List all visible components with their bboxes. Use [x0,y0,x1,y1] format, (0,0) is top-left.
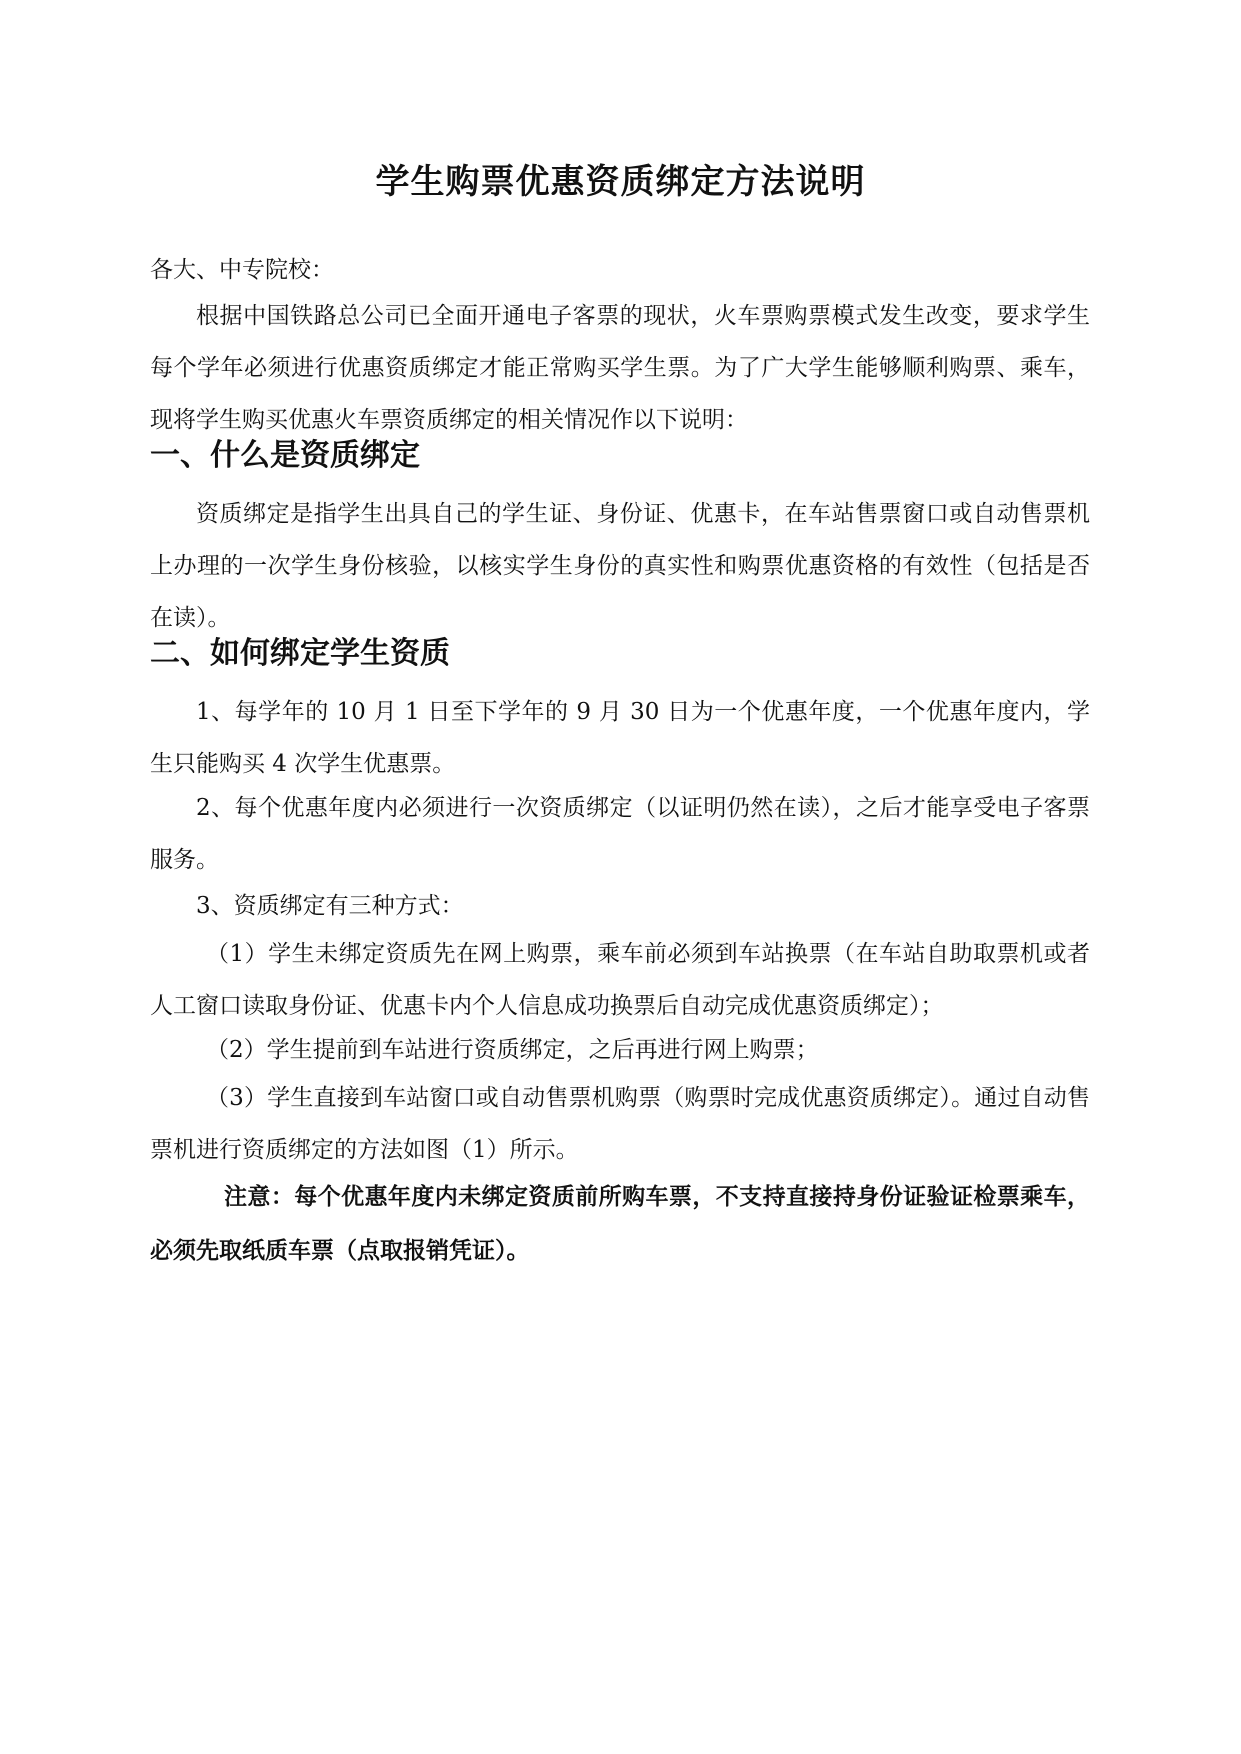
section2-item2: 2、每个优惠年度内必须进行一次资质绑定（以证明仍然在读），之后才能享受电子客票服务。 [150,795,1090,873]
method-1: （1）学生未绑定资质先在网上购票，乘车前必须到车站换票（在车站自助取票机或者人工窗口读取身份证、优惠卡内个人信息成功换票后自动完成优惠资质绑定）； [150,941,1090,1019]
intro-paragraph: 根据中国铁路总公司已全面开通电子客票的现状，火车票购票模式发生改变，要求学生每个学年必须进行优惠资质绑定才能正常购买学生票。为了广大学生能够顺利购票、乘车，现将学生购买优惠火车票资质绑定的相关情况作以下说明： [150,303,1090,433]
section2-heading: 二、如何绑定学生资质 [150,636,450,671]
method-3: （3）学生直接到车站窗口或自动售票机购票（购票时完成优惠资质绑定）。通过自动售票机进行资质绑定的方法如图（1）所示。 [150,1085,1090,1163]
section1-body: 资质绑定是指学生出具自己的学生证、身份证、优惠卡，在车站售票窗口或自动售票机上办理的一次学生身份核验，以核实学生身份的真实性和购票优惠资格的有效性（包括是否在读）。 [150,501,1090,631]
section2-item3: 3、资质绑定有三种方式： [196,893,464,919]
salutation: 各大、中专院校： [150,257,334,283]
section2-item1: 1、每学年的 10 月 1 日至下学年的 9 月 30 日为一个优惠年度，一个优惠年度内，学生只能购买 4 次学生优惠票。 [150,699,1090,777]
section1-heading: 一、什么是资质绑定 [150,438,420,473]
document-title: 学生购票优惠资质绑定方法说明 [375,162,866,202]
method-2: （2）学生提前到车站进行资质绑定，之后再进行网上购票； [206,1037,819,1063]
notice-paragraph: 注意：每个优惠年度内未绑定资质前所购车票，不支持直接持身份证验证检票乘车，必须先取纸质车票（点取报销凭证）。 [150,1183,1090,1264]
